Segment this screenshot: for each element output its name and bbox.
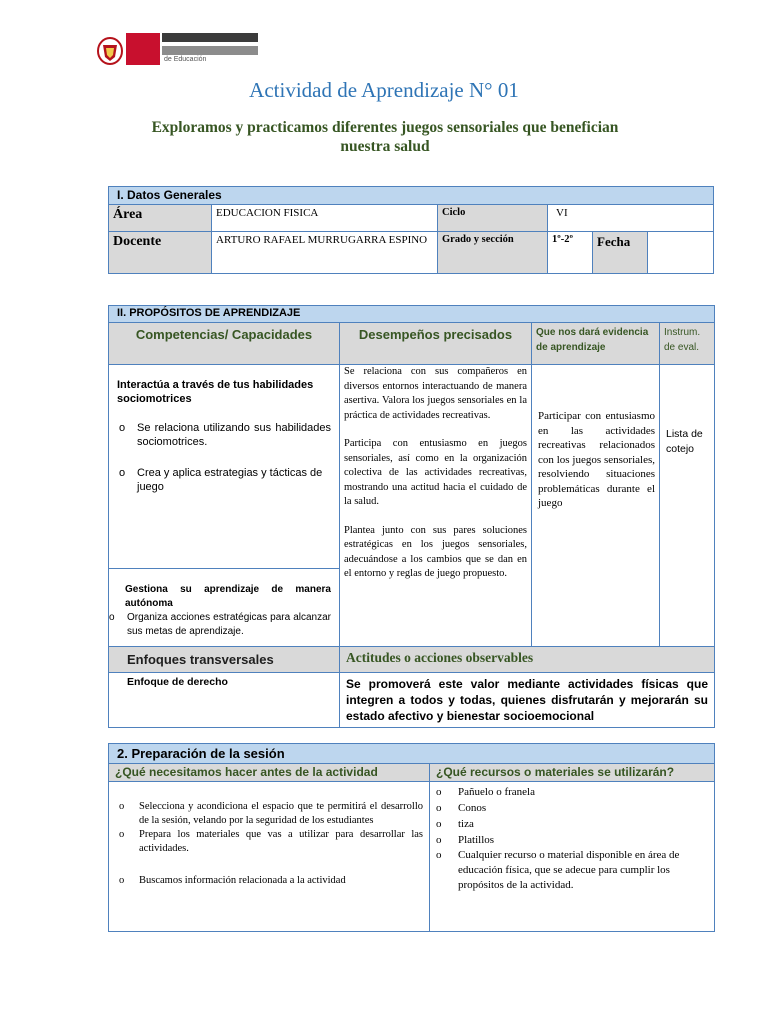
- docente-label: Docente: [109, 232, 212, 274]
- col-antes: ¿Qué necesitamos hacer antes de la actividad: [109, 764, 430, 782]
- area-label: Área: [109, 205, 212, 232]
- area-value: EDUCACION FISICA: [212, 205, 438, 232]
- antes-item: o Selecciona y acondiciona el espacio que te permitirá el desarrollo de la sesión, velando por la seguridad de los estudiantes: [117, 800, 423, 828]
- recurso-item: o tiza: [434, 816, 708, 832]
- desempenos-cell: [340, 365, 532, 647]
- col-recursos: ¿Qué recursos o materiales se utilizarán?: [430, 764, 715, 782]
- datos-generales-table: [108, 186, 714, 274]
- recurso-item: o Platillos: [434, 832, 708, 848]
- actitud-value: Se promoverá este valor mediante actividades físicas que integren a todos y todas, quienes disfrutarán y mejorarán su estado afectivo y bienestar socioemocional: [340, 673, 715, 728]
- antes-cell: [109, 782, 430, 932]
- propositos-heading: II. PROPÓSITOS DE APRENDIZAJE: [109, 306, 715, 323]
- ciclo-label: Ciclo: [438, 205, 548, 232]
- logo-dark-bar: [162, 33, 258, 42]
- competencia-1-cell: [109, 365, 340, 569]
- enfoque-value: Enfoque de derecho: [109, 673, 340, 728]
- grado-value: 1º-2º: [548, 232, 593, 274]
- recurso-item: o Conos: [434, 800, 708, 816]
- logo-gray-bar: [162, 46, 258, 55]
- logo-red-block: [126, 33, 160, 65]
- evidencia-cell: Participar con entusiasmo en las actividades recreativas relacionados con los juegos sensoriales, resolviendo situaciones problemáticas durante el juego: [532, 365, 660, 647]
- enfoques-label: Enfoques transversales: [109, 647, 340, 673]
- competencia-1-title: Interactúa a través de tus habilidades sociomotrices: [117, 379, 314, 405]
- col-evidencia: Que nos dará evidencia de aprendizaje: [532, 323, 660, 365]
- col-instrum: Instrum. de eval.: [660, 323, 715, 365]
- escudo-emblem-icon: [96, 36, 124, 66]
- docente-value: ARTURO RAFAEL MURRUGARRA ESPINO: [212, 232, 438, 274]
- logo-text: de Educación: [164, 56, 207, 63]
- datos-generales-heading: I. Datos Generales: [109, 187, 714, 205]
- antes-item: o Buscamos información relacionada a la actividad: [117, 874, 423, 888]
- fecha-label: Fecha: [593, 232, 648, 274]
- actitudes-label: Actitudes o acciones observables: [340, 647, 715, 673]
- recurso-item: o Cualquier recurso o material disponible en área de educación física, que se adecue para cumplir los propósitos de la actividad.: [434, 848, 708, 893]
- desempeno-2: Participa con entusiasmo en juegos sensoriales, así como en la organización colectiva de las actividades recreativas, mostrando una actitud hacia el cuidado de la salud.: [344, 438, 527, 507]
- page-subtitle: Exploramos y practicamos diferentes juegos sensoriales que benefician nuestra salud: [151, 119, 619, 155]
- desempeno-3: Plantea junto con sus pares soluciones estratégicas en los juegos sensoriales, adecuándose a los cambios que se dan en el entorno y reglas de juego propuesto.: [344, 524, 527, 579]
- competencia-2-item: o Organiza acciones estratégicas para alcanzar sus metas de aprendizaje.: [107, 611, 331, 639]
- fecha-value: [648, 232, 714, 274]
- antes-item: o Prepara los materiales que vas a utilizar para desarrollar las actividades.: [117, 828, 423, 856]
- grado-label: Grado y sección: [438, 232, 548, 274]
- col-desempenos: Desempeños precisados: [340, 323, 532, 365]
- preparacion-heading: 2. Preparación de la sesión: [109, 744, 715, 764]
- recurso-item: o Pañuelo o franela: [434, 784, 708, 800]
- ciclo-value: VI: [548, 205, 714, 232]
- desempeno-1: Se relaciona con sus compañeros en diversos entornos interactuando de manera asertiva. Valora los juegos sensoriales en la práctica de actividades recreativas.: [344, 366, 527, 421]
- competencia-2-title: Gestiona su aprendizaje de manera autónoma: [125, 584, 331, 609]
- recursos-cell: [430, 782, 715, 932]
- col-competencias: Competencias/ Capacidades: [109, 323, 340, 365]
- page-title: Actividad de Aprendizaje N° 01: [249, 78, 519, 102]
- preparacion-table: [108, 743, 715, 932]
- competencia-1-item: o Se relaciona utilizando sus habilidades sociomotrices.: [117, 422, 331, 449]
- competencia-1-item: o Crea y aplica estrategias y tácticas de juego: [117, 467, 331, 494]
- competencia-2-cell: [109, 569, 340, 647]
- instrumento-cell: Lista de cotejo: [660, 365, 715, 647]
- propositos-table: [108, 305, 715, 728]
